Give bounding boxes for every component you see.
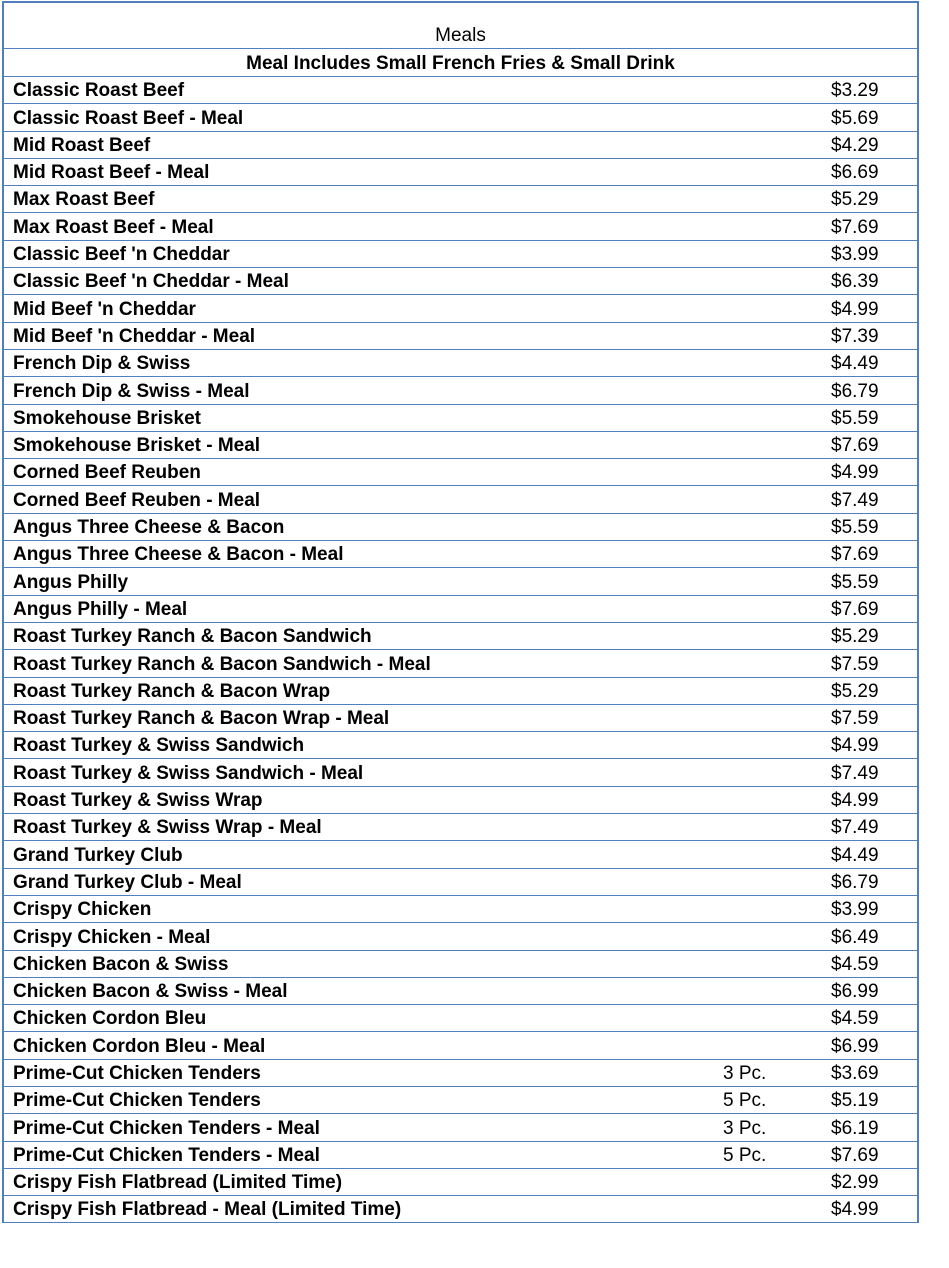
item-name: Roast Turkey & Swiss Wrap (13, 790, 263, 812)
menu-row (4, 814, 917, 841)
item-price: $7.49 (831, 489, 879, 511)
item-name: Roast Turkey & Swiss Sandwich (13, 735, 305, 757)
menu-row (4, 596, 917, 623)
item-name: Mid Beef 'n Cheddar - Meal (13, 325, 256, 347)
menu-row (4, 159, 917, 186)
item-name: Max Roast Beef (13, 189, 155, 211)
item-price: $6.39 (831, 271, 879, 293)
item-price: $6.79 (831, 871, 879, 893)
item-name: Prime-Cut Chicken Tenders - Meal (13, 1144, 320, 1166)
menu-rows (4, 77, 917, 1223)
item-price: $5.59 (831, 517, 879, 539)
sheet-subtitle: Meal Includes Small French Fries & Small Drink (4, 49, 917, 77)
item-name: Angus Philly (13, 571, 129, 593)
item-price: $6.19 (831, 1117, 879, 1139)
menu-row (4, 295, 917, 322)
item-price: $6.69 (831, 162, 879, 184)
menu-row (4, 1032, 917, 1059)
menu-row (4, 1060, 917, 1087)
item-quantity: 5 Pc. (723, 1144, 767, 1166)
menu-row (4, 568, 917, 595)
item-price: $5.19 (831, 1090, 879, 1112)
item-name: Roast Turkey Ranch & Bacon Sandwich - Meal (13, 653, 431, 675)
item-name: Mid Roast Beef (13, 134, 151, 156)
item-name: French Dip & Swiss - Meal (13, 380, 250, 402)
item-price: $4.29 (831, 134, 879, 156)
item-price: $7.49 (831, 817, 879, 839)
item-price: $7.59 (831, 653, 879, 675)
item-price: $4.59 (831, 1008, 879, 1030)
menu-row (4, 705, 917, 732)
item-name: Crispy Chicken (13, 899, 152, 921)
item-price: $6.99 (831, 1035, 879, 1057)
menu-row (4, 951, 917, 978)
menu-row (4, 323, 917, 350)
item-name: Mid Roast Beef - Meal (13, 162, 210, 184)
menu-row (4, 678, 917, 705)
item-price: $7.39 (831, 325, 879, 347)
menu-row (4, 459, 917, 486)
menu-row (4, 186, 917, 213)
item-price: $7.49 (831, 762, 879, 784)
item-name: French Dip & Swiss (13, 353, 191, 375)
item-price: $7.69 (831, 544, 879, 566)
item-name: Corned Beef Reuben (13, 462, 201, 484)
item-name: Prime-Cut Chicken Tenders - Meal (13, 1117, 320, 1139)
item-name: Roast Turkey & Swiss Sandwich - Meal (13, 762, 364, 784)
menu-row (4, 77, 917, 104)
item-price: $6.49 (831, 926, 879, 948)
item-price: $6.79 (831, 380, 879, 402)
item-price: $7.59 (831, 708, 879, 730)
item-name: Prime-Cut Chicken Tenders (13, 1062, 261, 1084)
item-quantity: 3 Pc. (723, 1117, 767, 1139)
item-name: Corned Beef Reuben - Meal (13, 489, 261, 511)
menu-row (4, 869, 917, 896)
item-name: Smokehouse Brisket (13, 407, 201, 429)
item-name: Classic Roast Beef - Meal (13, 107, 244, 129)
item-price: $5.29 (831, 680, 879, 702)
menu-row (4, 1142, 917, 1169)
menu-row (4, 405, 917, 432)
item-price: $7.69 (831, 216, 879, 238)
menu-row (4, 350, 917, 377)
item-price: $6.99 (831, 981, 879, 1003)
item-price: $3.29 (831, 80, 879, 102)
item-name: Chicken Bacon & Swiss (13, 953, 229, 975)
item-name: Smokehouse Brisket - Meal (13, 435, 261, 457)
item-name: Max Roast Beef - Meal (13, 216, 214, 238)
item-quantity: 3 Pc. (723, 1062, 767, 1084)
item-price: $4.59 (831, 953, 879, 975)
item-price: $5.69 (831, 107, 879, 129)
item-name: Crispy Fish Flatbread - Meal (Limited Time) (13, 1199, 402, 1221)
item-price: $3.69 (831, 1062, 879, 1084)
item-price: $4.99 (831, 298, 879, 320)
menu-row (4, 213, 917, 240)
item-name: Classic Beef 'n Cheddar - Meal (13, 271, 289, 293)
item-name: Grand Turkey Club - Meal (13, 871, 242, 893)
menu-row (4, 1114, 917, 1141)
item-price: $5.59 (831, 407, 879, 429)
item-price: $5.29 (831, 189, 879, 211)
menu-sheet (2, 1, 919, 1223)
item-name: Chicken Cordon Bleu (13, 1008, 207, 1030)
item-price: $4.49 (831, 844, 879, 866)
item-name: Prime-Cut Chicken Tenders (13, 1090, 261, 1112)
item-name: Angus Philly - Meal (13, 598, 188, 620)
menu-row (4, 759, 917, 786)
item-price: $5.29 (831, 626, 879, 648)
item-name: Classic Roast Beef (13, 80, 185, 102)
menu-row (4, 1196, 917, 1223)
item-name: Roast Turkey & Swiss Wrap - Meal (13, 817, 322, 839)
menu-row (4, 514, 917, 541)
item-price: $4.49 (831, 353, 879, 375)
item-name: Chicken Bacon & Swiss - Meal (13, 981, 288, 1003)
item-name: Roast Turkey Ranch & Bacon Wrap (13, 680, 331, 702)
menu-row (4, 432, 917, 459)
menu-row (4, 1005, 917, 1032)
menu-row (4, 1087, 917, 1114)
item-price: $4.99 (831, 735, 879, 757)
menu-row (4, 1169, 917, 1196)
menu-row (4, 650, 917, 677)
item-name: Mid Beef 'n Cheddar (13, 298, 196, 320)
menu-row (4, 732, 917, 759)
item-name: Angus Three Cheese & Bacon - Meal (13, 544, 344, 566)
menu-row (4, 268, 917, 295)
item-name: Roast Turkey Ranch & Bacon Wrap - Meal (13, 708, 390, 730)
item-price: $4.99 (831, 1199, 879, 1221)
item-price: $7.69 (831, 1144, 879, 1166)
menu-row (4, 978, 917, 1005)
item-name: Chicken Cordon Bleu - Meal (13, 1035, 266, 1057)
menu-row (4, 104, 917, 131)
menu-row (4, 623, 917, 650)
item-price: $2.99 (831, 1172, 879, 1194)
item-price: $4.99 (831, 790, 879, 812)
item-price: $4.99 (831, 462, 879, 484)
item-price: $3.99 (831, 244, 879, 266)
menu-row (4, 896, 917, 923)
item-name: Angus Three Cheese & Bacon (13, 517, 285, 539)
menu-row (4, 486, 917, 513)
item-name: Classic Beef 'n Cheddar (13, 244, 230, 266)
item-name: Grand Turkey Club (13, 844, 183, 866)
sheet-title: Meals (4, 3, 917, 49)
menu-row (4, 241, 917, 268)
item-price: $3.99 (831, 899, 879, 921)
item-price: $7.69 (831, 435, 879, 457)
item-quantity: 5 Pc. (723, 1090, 767, 1112)
item-price: $5.59 (831, 571, 879, 593)
item-price: $7.69 (831, 598, 879, 620)
menu-row (4, 923, 917, 950)
item-name: Roast Turkey Ranch & Bacon Sandwich (13, 626, 372, 648)
menu-row (4, 377, 917, 404)
menu-row (4, 841, 917, 868)
item-name: Crispy Chicken - Meal (13, 926, 211, 948)
menu-row (4, 132, 917, 159)
menu-row (4, 541, 917, 568)
menu-row (4, 787, 917, 814)
item-name: Crispy Fish Flatbread (Limited Time) (13, 1172, 343, 1194)
